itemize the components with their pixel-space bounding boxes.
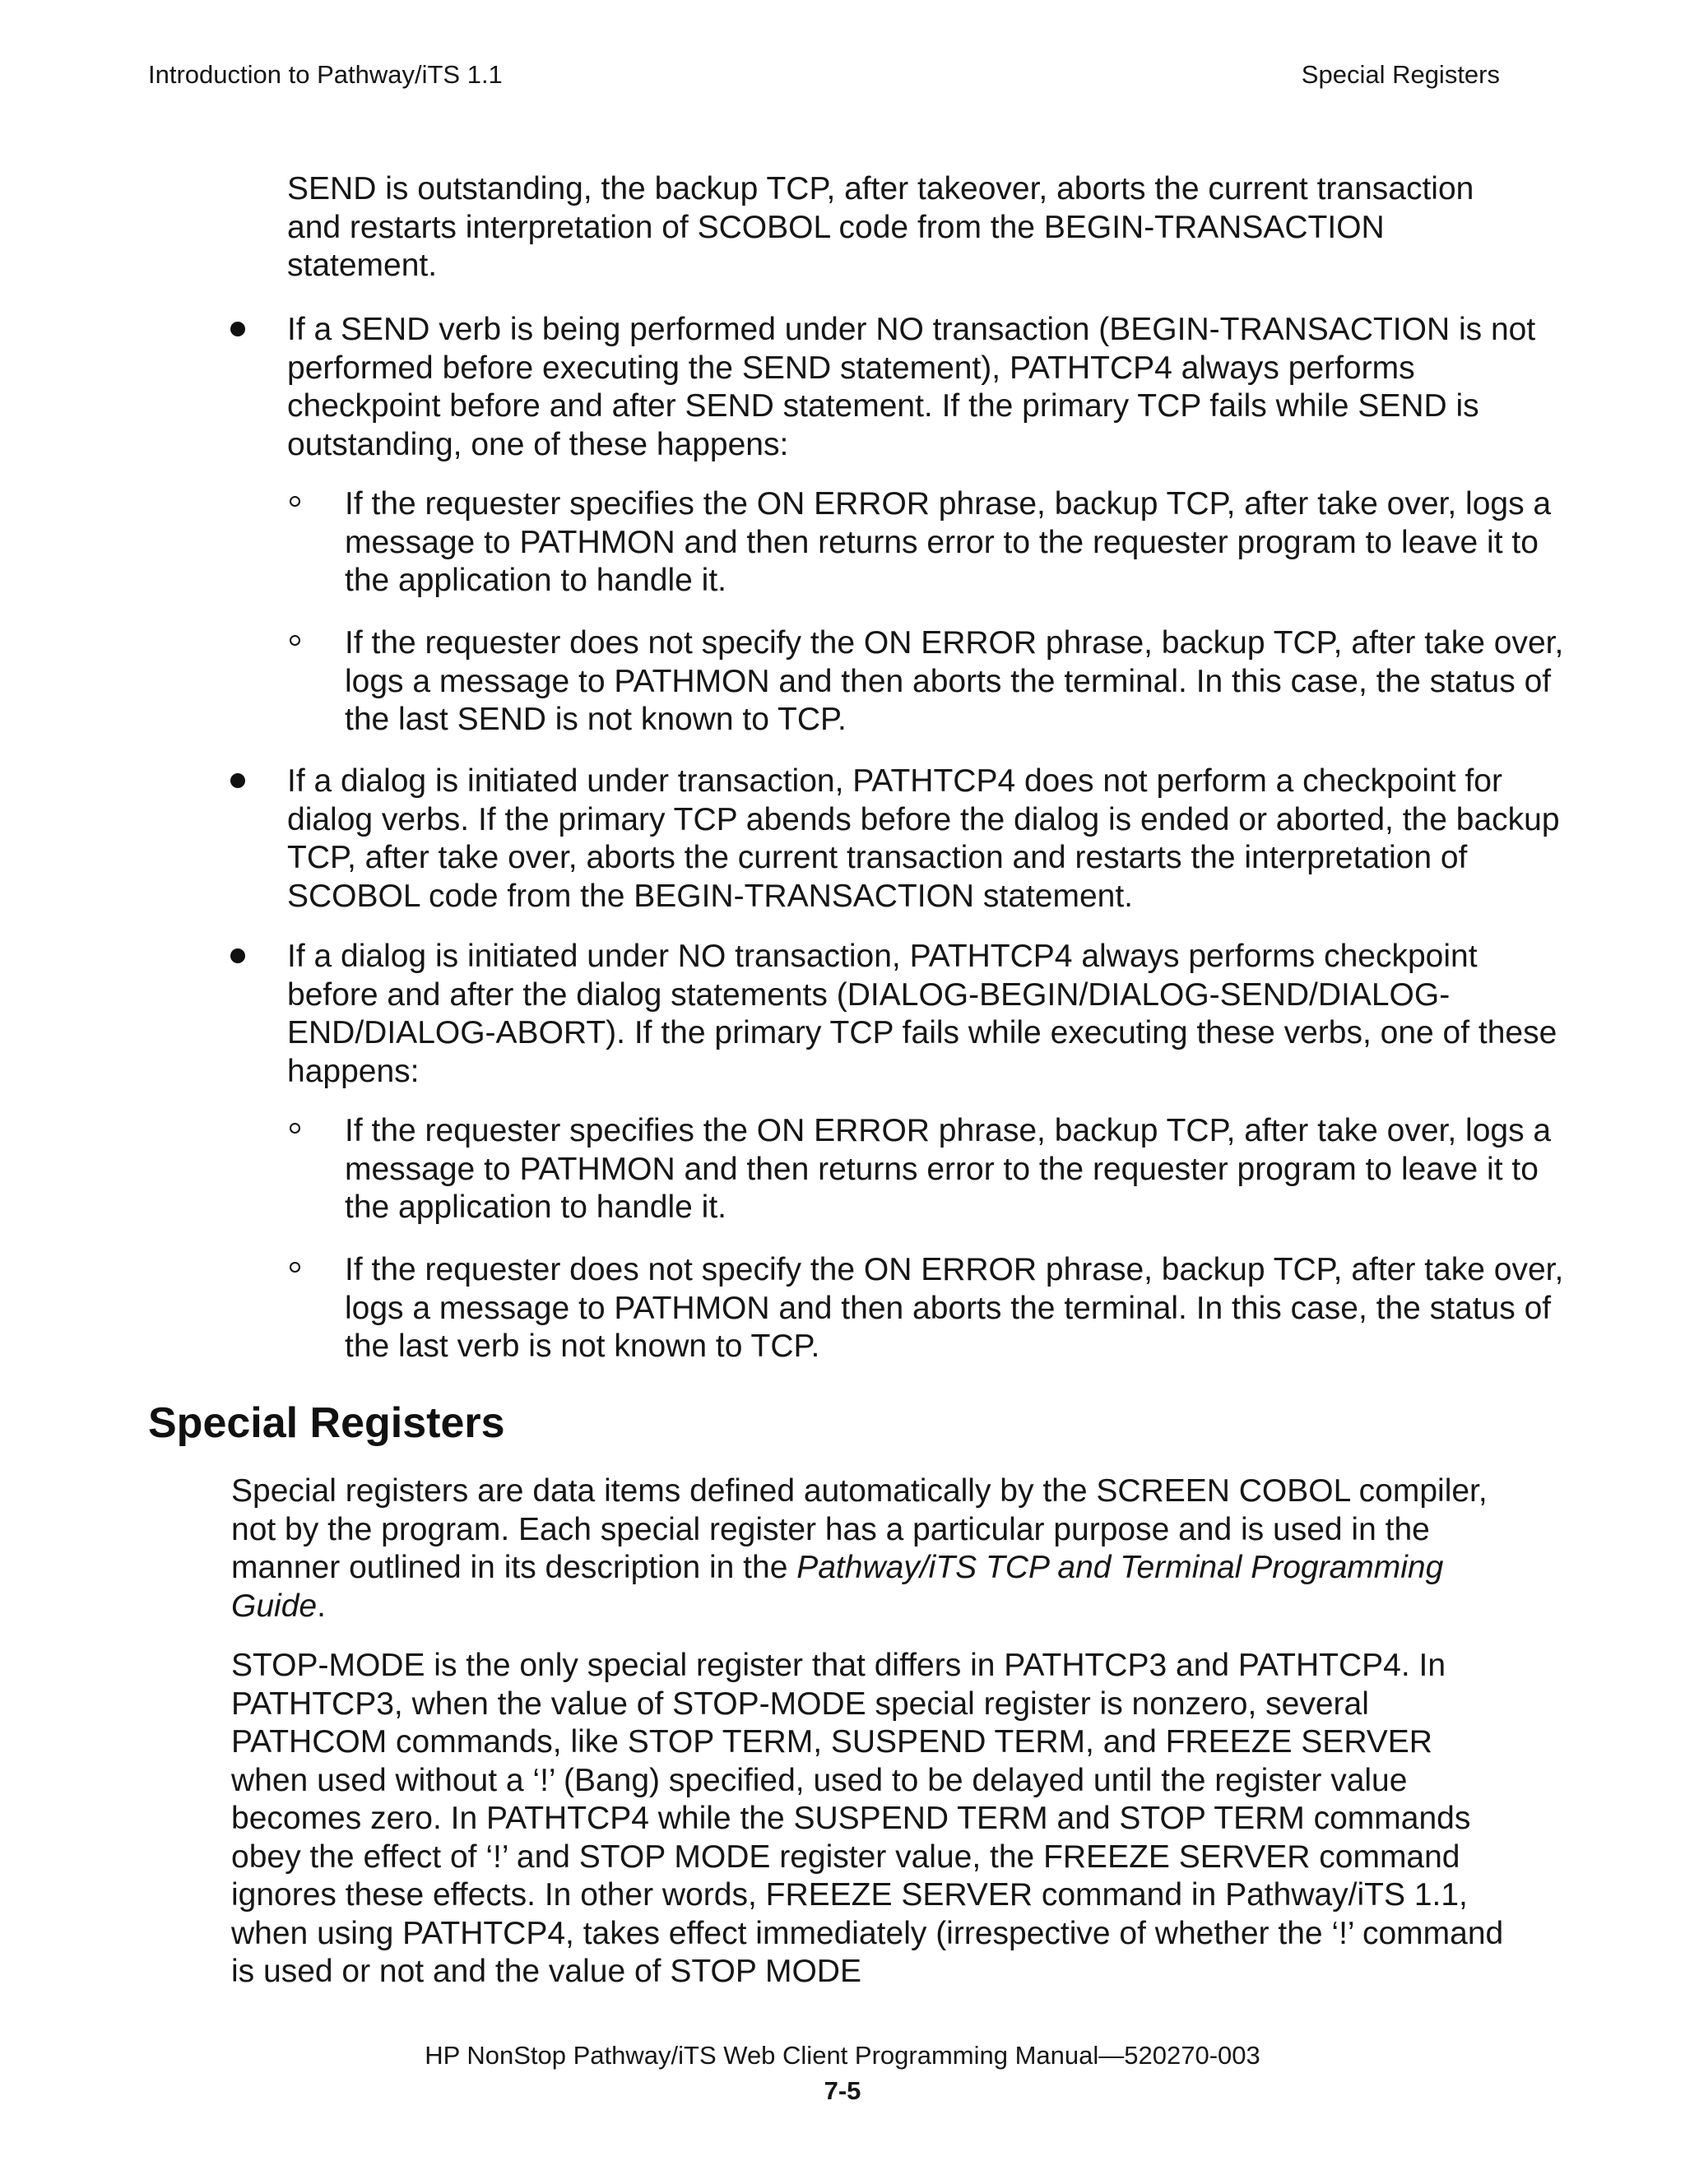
footer-page-number: 7-5 [824,2076,861,2105]
running-header-section: Special Registers [1301,60,1500,89]
bullet-dot [230,773,245,788]
sub-list-item: If the requester specifies the ON ERROR phrase, backup TCP, after take over, logs a message to PATHMON and then returns error to the requester program to leave it to the application to handle it. [345,486,1552,598]
paragraph-text: Special registers are data items defined automatically by the SCREEN COBOL compiler, not by the program. Each special register has a particular purpose and is used in the manner outlined in its description in the [231,1473,1488,1585]
sub-bullet-circle [290,496,300,507]
guide-title: Pathway/iTS TCP and Terminal Programming Guide [231,1550,1444,1624]
sub-list-item: If the requester does not specify the ON ERROR phrase, backup TCP, after take over, logs a message to PATHMON and then aborts the terminal. In this case, the status of the last verb is not known to TCP. [345,1252,1564,1364]
sub-bullet-circle [290,1262,300,1273]
sub-list-item: If the requester does not specify the ON ERROR phrase, backup TCP, after take over, logs a message to PATHMON and then aborts the terminal. In this case, the status of the last SEND is not known to TCP. [345,625,1564,737]
sub-bullet-circle [290,1123,300,1134]
bullet-dot [230,322,245,336]
list-item: If a dialog is initiated under NO transaction, PATHTCP4 always performs checkpoint before and after the dialog statements (DIALOG-BEGIN/DIALOG-SEND/DIALOG-END/DIALOG-ABORT). If the primary TCP fails while executing these verbs, one of these happens: [287,939,1557,1089]
section-paragraph [231,1472,1515,1625]
list-item: If a SEND verb is being performed under NO transaction (BEGIN-TRANSACTION is not performed before executing the SEND statement), PATHTCP4 always performs checkpoint before and after SEND statement. If the primary TCP fails while SEND is outstanding, one of these happens: [287,312,1536,462]
section-paragraph: STOP-MODE is the only special register that differs in PATHTCP3 and PATHTCP4. In PATHTCP3, when the value of STOP-MODE special register is nonzero, several PATHCOM commands, like STOP TERM, SUSPEND TERM, and FREEZE SERVER when used without a ‘!’ (Bang) specified, used to be delayed until the register value becomes zero. In PATHTCP4 while the SUSPEND TERM and STOP TERM commands obey the effect of ‘!’ and STOP MODE register value, the FREEZE SERVER command ignores these effects. In other words, FREEZE SERVER command in Pathway/iTS 1.1, when using PATHTCP4, takes effect immediately (irrespective of whether the ‘!’ command is used or not and the value of STOP MODE [231,1648,1504,1989]
footer-manual-title: HP NonStop Pathway/iTS Web Client Programming Manual—520270-003 [425,2041,1260,2070]
sub-list-item: If the requester specifies the ON ERROR phrase, backup TCP, after take over, logs a message to PATHMON and then returns error to the requester program to leave it to the application to handle it. [345,1113,1552,1225]
bullet-dot [230,948,245,963]
running-header-title: Introduction to Pathway/iTS 1.1 [148,60,503,89]
paragraph-text: . [317,1588,326,1624]
section-heading: Special Registers [148,1399,505,1447]
continuation-text: SEND is outstanding, the backup TCP, after takeover, aborts the current transaction and restarts interpretation of SCOBOL code from the BEGIN-TRANSACTION statement. [287,171,1474,283]
sub-bullet-circle [290,635,300,646]
list-item: If a dialog is initiated under transaction, PATHTCP4 does not perform a checkpoint for dialog verbs. If the primary TCP abends before the dialog is ended or aborted, the backup TCP, after take over, aborts the current transaction and restarts the interpretation of SCOBOL code from the BEGIN-TRANSACTION statement. [287,763,1560,914]
